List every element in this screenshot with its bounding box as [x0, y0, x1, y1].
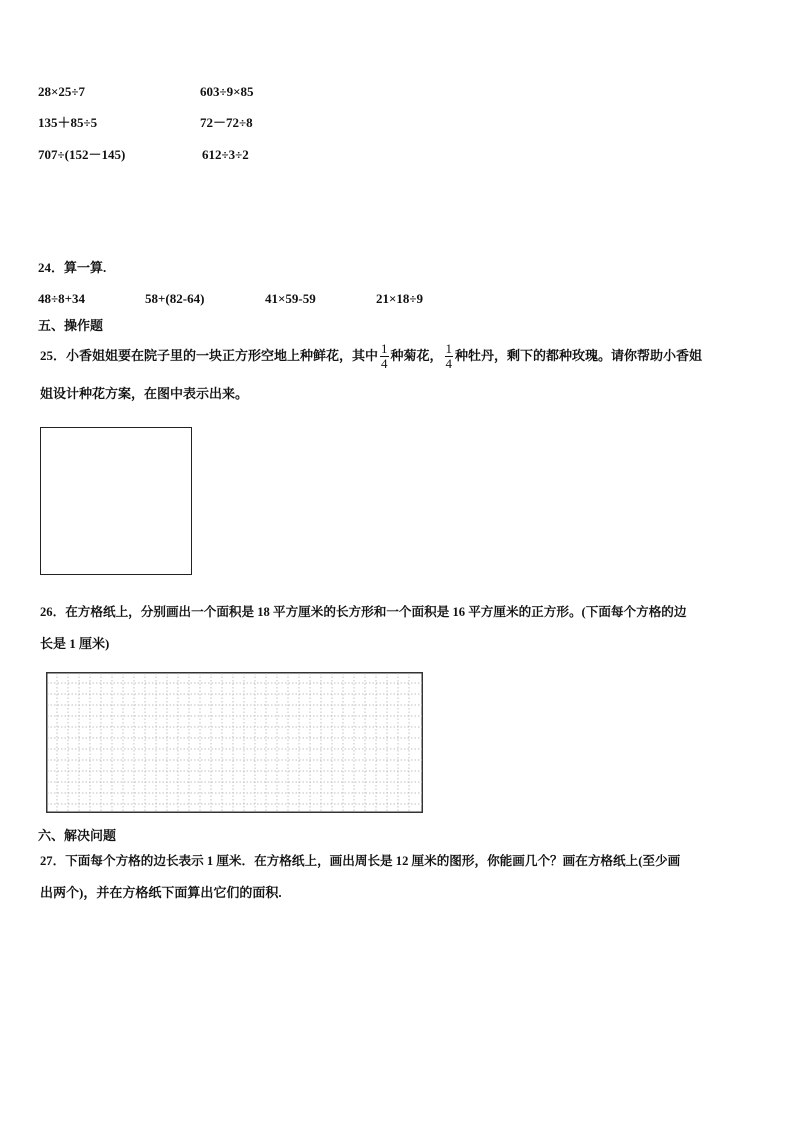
square-grid-paper-1[interactable] [46, 672, 423, 813]
expression-1-1: 28×25÷7 [38, 84, 86, 99]
q27-line-1: 27．下面每个方格的边长表示 1 厘米．在方格纸上，画出周长是 12 厘米的图形，你能画几个？画在方格纸上(至少画 [40, 854, 681, 868]
section-title-operations: 五、操作题 [38, 318, 104, 333]
fraction-denominator: 4 [445, 355, 453, 371]
q24-title: 24．算一算. [38, 260, 107, 275]
expression-1-2: 603÷9×85 [200, 84, 254, 99]
q24-item-1: 48÷8+34 [38, 291, 86, 306]
fraction-numerator: 1 [381, 340, 388, 356]
q24-item-2: 58+(82-64) [145, 291, 205, 306]
fraction-numerator: 1 [445, 340, 453, 356]
q25-line-2: 姐设计种花方案，在图中表示出来。 [40, 386, 249, 401]
q24-item-4: 21×18÷9 [376, 291, 424, 306]
q27-line-2: 出两个)，并在方格纸下面算出它们的面积. [40, 885, 282, 900]
q26-line-1: 26．在方格纸上，分别画出一个面积是 18 平方厘米的长方形和一个面积是 16 平方厘米的正方形。(下面每个方格的边 [40, 605, 687, 619]
q24-item-3: 41×59-59 [265, 291, 316, 306]
fraction-denominator: 4 [381, 355, 388, 371]
q26-line-2: 长是 1 厘米) [40, 636, 110, 651]
expression-3-1: 707÷(152－145) [38, 147, 126, 162]
q25-text-b: 种菊花， [390, 348, 443, 363]
q25-line-1 [40, 339, 760, 373]
section-title-problem-solving: 六、解决问题 [38, 828, 117, 843]
fraction-one-quarter-2 [445, 342, 454, 371]
q25-text-c: 种牡丹，剩下的都种玫瑰。请你帮助小香姐 [455, 348, 703, 363]
fraction-one-quarter-1 [380, 342, 389, 371]
square-plot-drawing-area[interactable] [40, 427, 192, 575]
expression-3-2: 612÷3÷2 [202, 147, 249, 162]
expression-2-1: 135＋85÷5 [38, 115, 98, 130]
expression-2-2: 72－72÷8 [200, 115, 253, 130]
q25-text-a: 25．小香姐姐要在院子里的一块正方形空地上种鲜花，其中 [40, 348, 379, 363]
